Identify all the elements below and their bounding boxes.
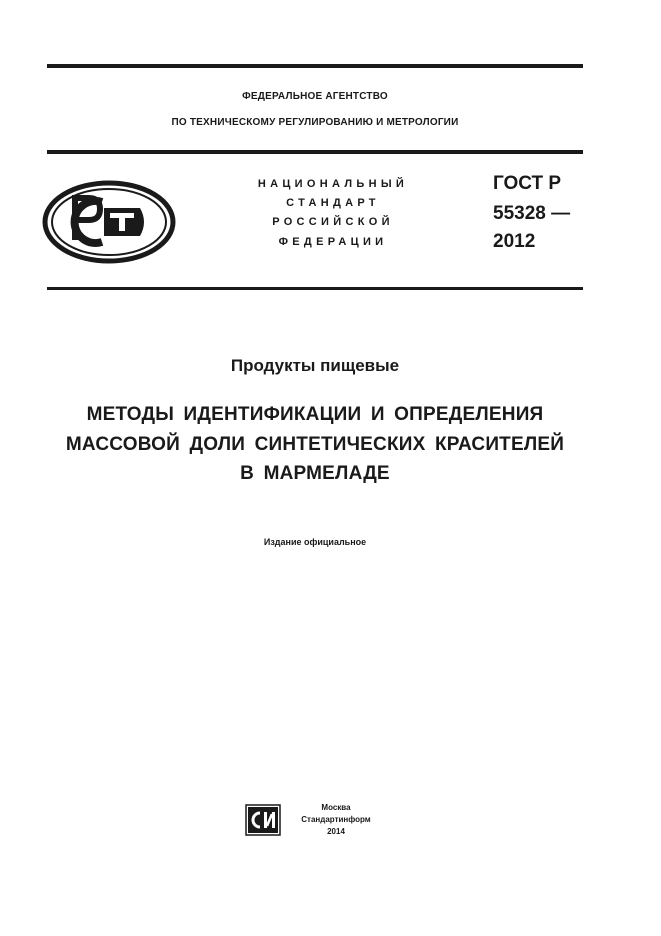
publisher-city: Москва xyxy=(321,803,351,812)
document-title-line-2: МАССОВОЙ ДОЛИ СИНТЕТИЧЕСКИХ КРАСИТЕЛЕЙ xyxy=(65,434,565,455)
edition-note: Издание официальное xyxy=(263,537,367,547)
agency-line-1: ФЕДЕРАЛЬНОЕ АГЕНТСТВО xyxy=(242,91,388,102)
agency-line-2: ПО ТЕХНИЧЕСКОМУ РЕГУЛИРОВАНИЮ И МЕТРОЛОГИИ xyxy=(171,117,459,128)
gost-designation-line-2: 55328 — xyxy=(493,203,571,224)
national-standard-line-2: СТАНДАРТ xyxy=(286,197,380,209)
rst-conformity-mark-icon xyxy=(42,180,176,264)
document-title-line-1: МЕТОДЫ ИДЕНТИФИКАЦИИ И ОПРЕДЕЛЕНИЯ xyxy=(86,404,544,425)
document-title-line-3: В МАРМЕЛАДЕ xyxy=(240,463,390,484)
national-standard-line-4: ФЕДЕРАЦИИ xyxy=(278,236,388,248)
national-standard-line-3: РОССИЙСКОЙ xyxy=(272,216,394,228)
top-rule xyxy=(47,64,583,68)
document-subtitle: Продукты пищевые xyxy=(230,356,400,375)
header-rule xyxy=(47,150,583,154)
block-rule xyxy=(47,287,583,290)
publisher-name: Стандартинформ xyxy=(301,815,371,824)
gost-designation-line-1: ГОСТ Р xyxy=(493,173,562,194)
standartinform-logo-icon xyxy=(245,804,281,836)
publisher-year: 2014 xyxy=(327,827,345,836)
gost-designation-line-3: 2012 xyxy=(493,231,536,252)
national-standard-line-1: НАЦИОНАЛЬНЫЙ xyxy=(257,178,409,190)
